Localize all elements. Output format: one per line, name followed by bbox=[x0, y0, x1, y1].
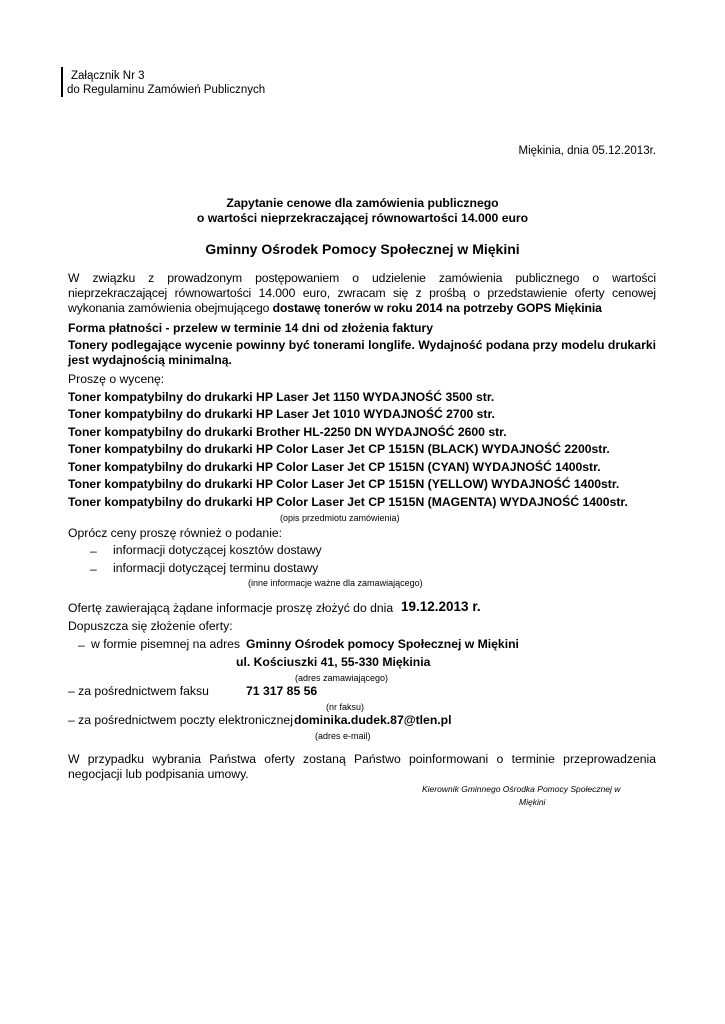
intro-text: W związku z prowadzonym postępowaniem o udzielenie zamówienia publicznego o wartości nieprzekraczającej równowartości 14.000 euro, zwracam się z prośbą o przedstawienie oferty cenowej wykonania zamówienia obejmującego bbox=[68, 271, 656, 315]
written-label: w formie pisemnej na adres bbox=[91, 637, 241, 651]
email-address: dominika.dudek.87@tlen.pl bbox=[294, 713, 452, 727]
additional-item-2: informacji dotyczącej terminu dostawy bbox=[113, 561, 319, 575]
item-3: Toner kompatybilny do drukarki Brother HL-2250 DN WYDAJNOŚĆ 2600 str. bbox=[68, 425, 507, 439]
item-6: Toner kompatybilny do drukarki HP Color Laser Jet CP 1515N (YELLOW) WYDAJNOŚĆ 1400str. bbox=[68, 477, 620, 491]
email-caption: (adres e-mail) bbox=[315, 731, 371, 741]
attachment-regulation: do Regulaminu Zamówień Publicznych bbox=[67, 84, 266, 96]
additional-item-1: informacji dotyczącej kosztów dostawy bbox=[113, 543, 322, 557]
intro-paragraph bbox=[68, 271, 656, 316]
deadline-text: Ofertę zawierającą żądane informacje proszę złożyć do dnia bbox=[68, 601, 394, 615]
item-2: Toner kompatybilny do drukarki HP Laser Jet 1010 WYDAJNOŚĆ 2700 str. bbox=[68, 407, 495, 421]
signature-line-2: Miękini bbox=[519, 797, 546, 807]
title-line-1: Zapytanie cenowe dla zamówienia publicznego bbox=[226, 196, 499, 210]
attachment-number: Załącznik Nr 3 bbox=[71, 70, 145, 82]
item-1: Toner kompatybilny do drukarki HP Laser Jet 1150 WYDAJNOŚĆ 3500 str. bbox=[68, 390, 495, 404]
toner-note: Tonery podlegające wycenie powinny być tonerami longlife. Wydajność podana przy modelu drukarki jest wydajnością minimalną. bbox=[68, 338, 656, 367]
written-address: ul. Kościuszki 41, 55-330 Miękinia bbox=[236, 655, 431, 669]
item-4: Toner kompatybilny do drukarki HP Color Laser Jet CP 1515N (BLACK) WYDAJNOŚĆ 2200str. bbox=[68, 442, 610, 456]
bullet-dash: – bbox=[90, 562, 97, 576]
fax-number: 71 317 85 56 bbox=[246, 684, 318, 698]
bullet-dash: – bbox=[90, 544, 97, 558]
item-7: Toner kompatybilny do drukarki HP Color Laser Jet CP 1515N (MAGENTA) WYDAJNOŚĆ 1400str. bbox=[68, 495, 628, 509]
margin-bar bbox=[61, 67, 63, 97]
title-line-2: o wartości nieprzekraczającej równowartości 14.000 euro bbox=[196, 211, 529, 225]
closing-paragraph: W przypadku wybrania Państwa oferty zostaną Państwo poinformowani o terminie przeprowadzenia negocjacji lub podpisania umowy. bbox=[68, 752, 656, 781]
items-caption: (opis przedmiotu zamówienia) bbox=[280, 513, 400, 523]
additional-intro: Oprócz ceny proszę również o podanie: bbox=[68, 526, 283, 540]
email-label: – za pośrednictwem poczty elektronicznej bbox=[68, 713, 293, 727]
written-dash: – bbox=[78, 638, 85, 652]
written-name: Gminny Ośrodek pomocy Społecznej w Miękini bbox=[246, 637, 519, 651]
payment-terms: Forma płatności - przelew w terminie 14 dni od złożenia faktury bbox=[68, 321, 434, 335]
item-5: Toner kompatybilny do drukarki HP Color Laser Jet CP 1515N (CYAN) WYDAJNOŚĆ 1400str. bbox=[68, 460, 601, 474]
quote-request: Proszę o wycenę: bbox=[68, 372, 165, 386]
intro-bold: dostawę tonerów w roku 2014 na potrzeby GOPS Miękinia bbox=[272, 301, 602, 315]
deadline-date: 19.12.2013 r. bbox=[401, 599, 481, 614]
written-caption: (adres zamawiającego) bbox=[295, 673, 389, 683]
submission-intro: Dopuszcza się złożenie oferty: bbox=[68, 619, 233, 633]
fax-caption: (nr faksu) bbox=[326, 702, 365, 712]
additional-caption: (inne informacje ważne dla zamawiającego) bbox=[248, 578, 423, 588]
institution-title: Gminny Ośrodek Pomocy Społecznej w Miękini bbox=[205, 241, 520, 257]
fax-label: – za pośrednictwem faksu bbox=[68, 684, 209, 698]
signature-line-1: Kierownik Gminnego Ośrodka Pomocy Społecznej w bbox=[422, 784, 621, 794]
place-date: Miękinia, dnia 05.12.2013r. bbox=[518, 145, 656, 157]
